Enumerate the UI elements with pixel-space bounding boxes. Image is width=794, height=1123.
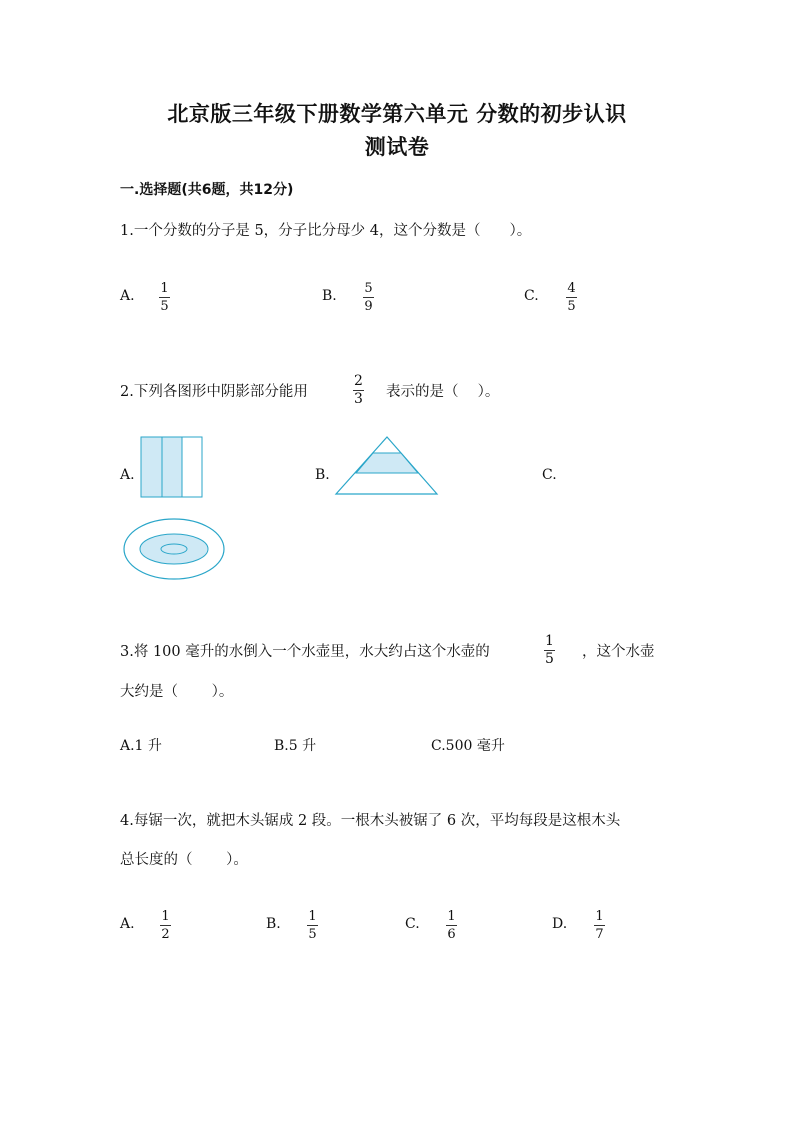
denominator: 6 [447,927,456,942]
numerator: 1 [545,633,554,649]
question-4-text-line2: 总长度的（ ）。 [120,852,248,868]
denominator: 5 [308,927,317,942]
question-3-text-after: ，这个水壶 [582,644,655,660]
q1-option-b-label[interactable]: B. [322,288,337,304]
figure-c-ellipses[interactable] [124,519,224,579]
question-2-text: 2.下列各图形中阴影部分能用 [120,384,308,400]
figure-a-rectangle[interactable] [141,437,202,497]
question-1-text: 1.一个分数的分子是 5，分子比分母少 4，这个分数是（ ）。 [120,223,532,239]
q2-option-b-label[interactable]: B. [315,467,330,483]
q1-option-a-label[interactable]: A. [120,288,135,304]
q4-option-c-fraction [446,909,457,942]
denominator: 5 [545,651,554,667]
q3-option-c[interactable]: C.500 毫升 [431,738,505,754]
question-4-text: 4.每锯一次，就把木头锯成 2 段。一根木头被锯了 6 次，平均每段是这根木头 [120,813,621,829]
page-title: 北京版三年级下册数学第六单元 分数的初步认识 [167,101,627,126]
q3-option-b[interactable]: B.5 升 [274,738,317,754]
section-heading: 一.选择题(共6题，共12分) [120,182,294,198]
numerator: 1 [160,281,169,296]
q3-option-a[interactable]: A.1 升 [120,738,162,754]
question-3-text: 3.将 100 毫升的水倒入一个水壶里，水大约占这个水壶的 [120,644,490,660]
numerator: 2 [354,373,363,389]
q4-option-c-label[interactable]: C. [405,916,420,932]
q4-option-b-fraction [307,909,318,942]
denominator: 5 [567,299,576,314]
q4-option-d-label[interactable]: D. [552,916,568,932]
numerator: 1 [308,909,317,924]
denominator: 3 [354,391,363,407]
denominator: 2 [161,927,170,942]
q2-option-a-label[interactable]: A. [120,467,135,483]
figure-b-triangle[interactable] [336,437,437,494]
q3-fraction [544,634,555,667]
q1-option-c-label[interactable]: C. [524,288,539,304]
question-3-text-line2: 大约是（ ）。 [120,684,234,700]
q4-option-b-label[interactable]: B. [266,916,281,932]
q4-option-a-fraction [160,909,171,942]
numerator: 1 [447,909,456,924]
numerator: 1 [595,909,604,924]
q2-option-c-label[interactable]: C. [542,467,557,483]
denominator: 5 [160,299,169,314]
q4-option-a-label[interactable]: A. [120,916,135,932]
denominator: 9 [364,299,373,314]
denominator: 7 [595,927,604,942]
numerator: 5 [364,281,373,296]
question-2-text-after: 表示的是（ ）。 [386,384,500,400]
numerator: 1 [161,909,170,924]
numerator: 4 [567,281,576,296]
page-subtitle: 测试卷 [364,134,430,159]
q4-option-d-fraction [594,909,605,942]
